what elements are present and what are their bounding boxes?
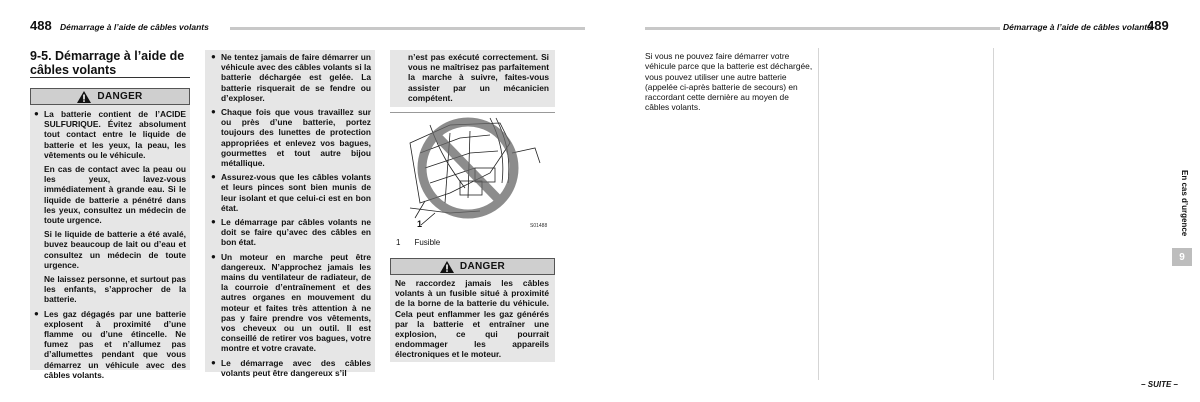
section-title: 9-5. Démarrage à l’aide de câbles volants — [30, 49, 185, 77]
continued-label: – SUITE – — [1141, 380, 1178, 389]
column-divider — [818, 48, 819, 380]
danger-item: ● Assurez-vous que les câbles volants et leurs pinces sont bien munis de leur isolant et que celui-ci est en bon état. — [211, 172, 371, 213]
danger-item: ● Les gaz dégagés par une batterie explosent à proximité d’une flamme ou d’une étincelle. Ne fumez pas et n’allumez pas d’allumettes pendant que vous démarrez un véhicule avec des câbles volants. — [34, 308, 186, 380]
danger-box-2: DANGER Ne raccordez jamais les câbles volants à un fusible situé à proximité de la borne de la batterie du véhicule. Cela peut enflammer les gaz générés par la batterie et entraîner une explosion, ce qui pourrait endommager les appareils électroniques et le moteur. — [390, 258, 555, 362]
right-page-header — [645, 18, 1170, 38]
figure-caption: 1 Fusible — [396, 238, 441, 247]
danger-item: ● Le démarrage avec des câbles volants peut être dangereux s’il — [211, 357, 371, 378]
header-rule — [645, 27, 1000, 30]
left-page-header — [30, 18, 570, 38]
danger-item: ● Un moteur en marche peut être dangereux. N’approchez jamais les mains du ventilateur de radiateur, de la courroie d’entraînement et des autres organes en mouvement du moteur et faites très attention à ne pas y faire prendre vos vêtements, vos cheveux ou un outil. Il est conseillé de retirer vos bagues, votre montre et votre cravate. — [211, 251, 371, 354]
danger-item: ● La batterie contient de l’ACIDE SULFURIQUE. Évitez absolument tout contact entre le liquide de batterie et les yeux, la peau, les vêtements ou le véhicule. En cas de contact avec la peau ou les yeux, lavez-vous immédiatement à grande eau. Si le liquide de batterie a pénétré dans les yeux, consultez un médecin de toute urgence. Si le liquide de batterie a été avalé, buvez beaucoup de lait ou d’eau et consultez un médecin de toute urgence. Ne laissez personne, et surtout pas les enfants, s’approcher de la batterie. — [34, 109, 186, 305]
figure — [390, 112, 555, 234]
figure-code: S01488 — [530, 223, 548, 229]
danger-box-1 — [30, 88, 190, 380]
danger-item: ● Chaque fois que vous travaillez sur ou près d’une batterie, portez toujours des lunettes de protection appropriées et enlevez vos bagues, gourmettes et tout autre bijou métallique. — [211, 107, 371, 169]
page-number: 488 — [30, 18, 52, 33]
warning-icon — [440, 261, 454, 273]
running-title: Démarrage à l’aide de câbles volants — [60, 22, 209, 32]
section-rule — [30, 77, 190, 78]
chapter-number: 9 — [1172, 248, 1192, 266]
page-number: 489 — [1147, 18, 1169, 33]
danger-header: DANGER — [390, 258, 555, 275]
danger-continuation: n’est pas exécuté correctement. Si vous ne maîtrisez pas parfaitement la marche à suivre, faites-vous assister par un mécanicien compétent. — [390, 50, 555, 107]
fuse-prohibited-illustration — [390, 113, 555, 235]
danger-header: DANGER — [30, 88, 190, 105]
chapter-side-label: En cas d’urgence — [1180, 170, 1189, 237]
running-title: Démarrage à l’aide de câbles volants — [1003, 22, 1152, 32]
warning-icon — [77, 91, 91, 103]
figure-callout: 1 — [417, 219, 423, 229]
danger-box-continued — [205, 50, 375, 378]
column-divider — [993, 48, 994, 380]
danger-item: ● Le démarrage par câbles volants ne doit se faire qu’avec des câbles en bon état. — [211, 217, 371, 248]
right-page-paragraph: Si vous ne pouvez faire démarrer votre véhicule parce que la batterie est déchargée, vous pouvez utiliser une autre batterie (appelée ci-après batterie de secours) en raccordant cette dernière au moyen de câbles volants. — [645, 51, 813, 113]
danger-item: ● Ne tentez jamais de faire démarrer un véhicule avec des câbles volants si la batterie déchargée est gelée. La batterie risquerait de se fendre ou d’exploser. — [211, 52, 371, 103]
header-rule — [230, 27, 585, 30]
